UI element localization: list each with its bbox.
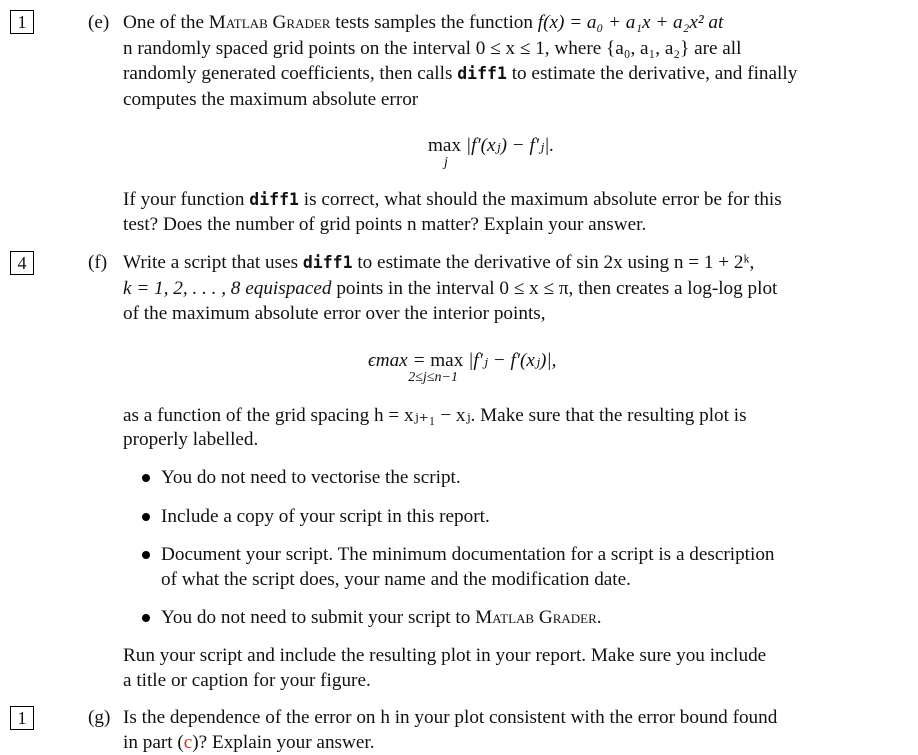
part-f-line-5: properly labelled. <box>123 429 259 450</box>
equation-epsilon-max: ϵmax = max 2≤j≤n−1 |f′ⱼ − f′(xⱼ)|, <box>368 350 557 385</box>
part-f-run-line-1: Run your script and include the resulting plot in your report. Make sure you include <box>123 645 767 666</box>
part-f-line-1: Write a script that uses diff1 to estimate the derivative of sin 2x using n = 1 + 2ᵏ, <box>123 252 755 273</box>
bullet-dot <box>142 614 150 622</box>
points-mark-e: 1 <box>10 10 34 34</box>
bullet-item-3: Document your script. The minimum documentation for a script is a description <box>161 544 775 565</box>
equation-max-error-e: max j |f′(xⱼ) − f′ⱼ|. <box>428 135 555 170</box>
part-e-line-5: If your function diff1 is correct, what should the maximum absolute error be for this <box>123 189 782 210</box>
part-f-line-3: of the maximum absolute error over the interior points, <box>123 303 546 324</box>
part-e-line-1: One of the Matlab Grader tests samples the function f(x) = a₀ + a₁x + a₂x² at <box>123 12 724 33</box>
part-g-label: (g) <box>88 707 111 728</box>
bullet-item-4: You do not need to submit your script to Matlab Grader. <box>161 607 602 628</box>
code-diff1: diff1 <box>249 190 299 209</box>
bullet-dot <box>142 513 150 521</box>
bullet-dot <box>142 474 150 482</box>
matlab-grader-text: Matlab Grader <box>208 12 331 33</box>
bullet-dot <box>142 551 150 559</box>
part-f-label: (f) <box>88 252 108 273</box>
code-diff1: diff1 <box>302 253 353 272</box>
part-e-line-3: randomly generated coefficients, then calls diff1 to estimate the derivative, and finally <box>123 63 798 84</box>
points-mark-f: 4 <box>10 251 34 275</box>
bullet-item-2: Include a copy of your script in this report. <box>161 506 490 527</box>
part-e-label: (e) <box>88 12 110 33</box>
part-f-run-line-2: a title or caption for your figure. <box>123 670 371 691</box>
points-mark-g: 1 <box>10 706 34 730</box>
part-e-line-2: n randomly spaced grid points on the interval 0 ≤ x ≤ 1, where {a₀, a₁, a₂} are all <box>123 38 742 59</box>
part-g-line-1: Is the dependence of the error on h in your plot consistent with the error bound found <box>123 707 778 728</box>
code-diff1: diff1 <box>457 64 507 83</box>
bullet-item-3-cont: of what the script does, your name and the modification date. <box>161 569 631 590</box>
part-e-line-6: test? Does the number of grid points n matter? Explain your answer. <box>123 214 647 235</box>
part-e-line-4: computes the maximum absolute error <box>123 89 419 110</box>
bullet-item-1: You do not need to vectorise the script. <box>161 467 461 488</box>
part-f-line-2: k = 1, 2, . . . , 8 equispaced points in the interval 0 ≤ x ≤ π, then creates a log-log plot <box>123 278 778 299</box>
part-f-line-4: as a function of the grid spacing h = xⱼ₊₁ − xⱼ. Make sure that the resulting plot is <box>123 405 747 426</box>
part-g-line-2: in part (c)? Explain your answer. <box>123 732 375 753</box>
part-c-link[interactable]: c <box>183 732 193 753</box>
